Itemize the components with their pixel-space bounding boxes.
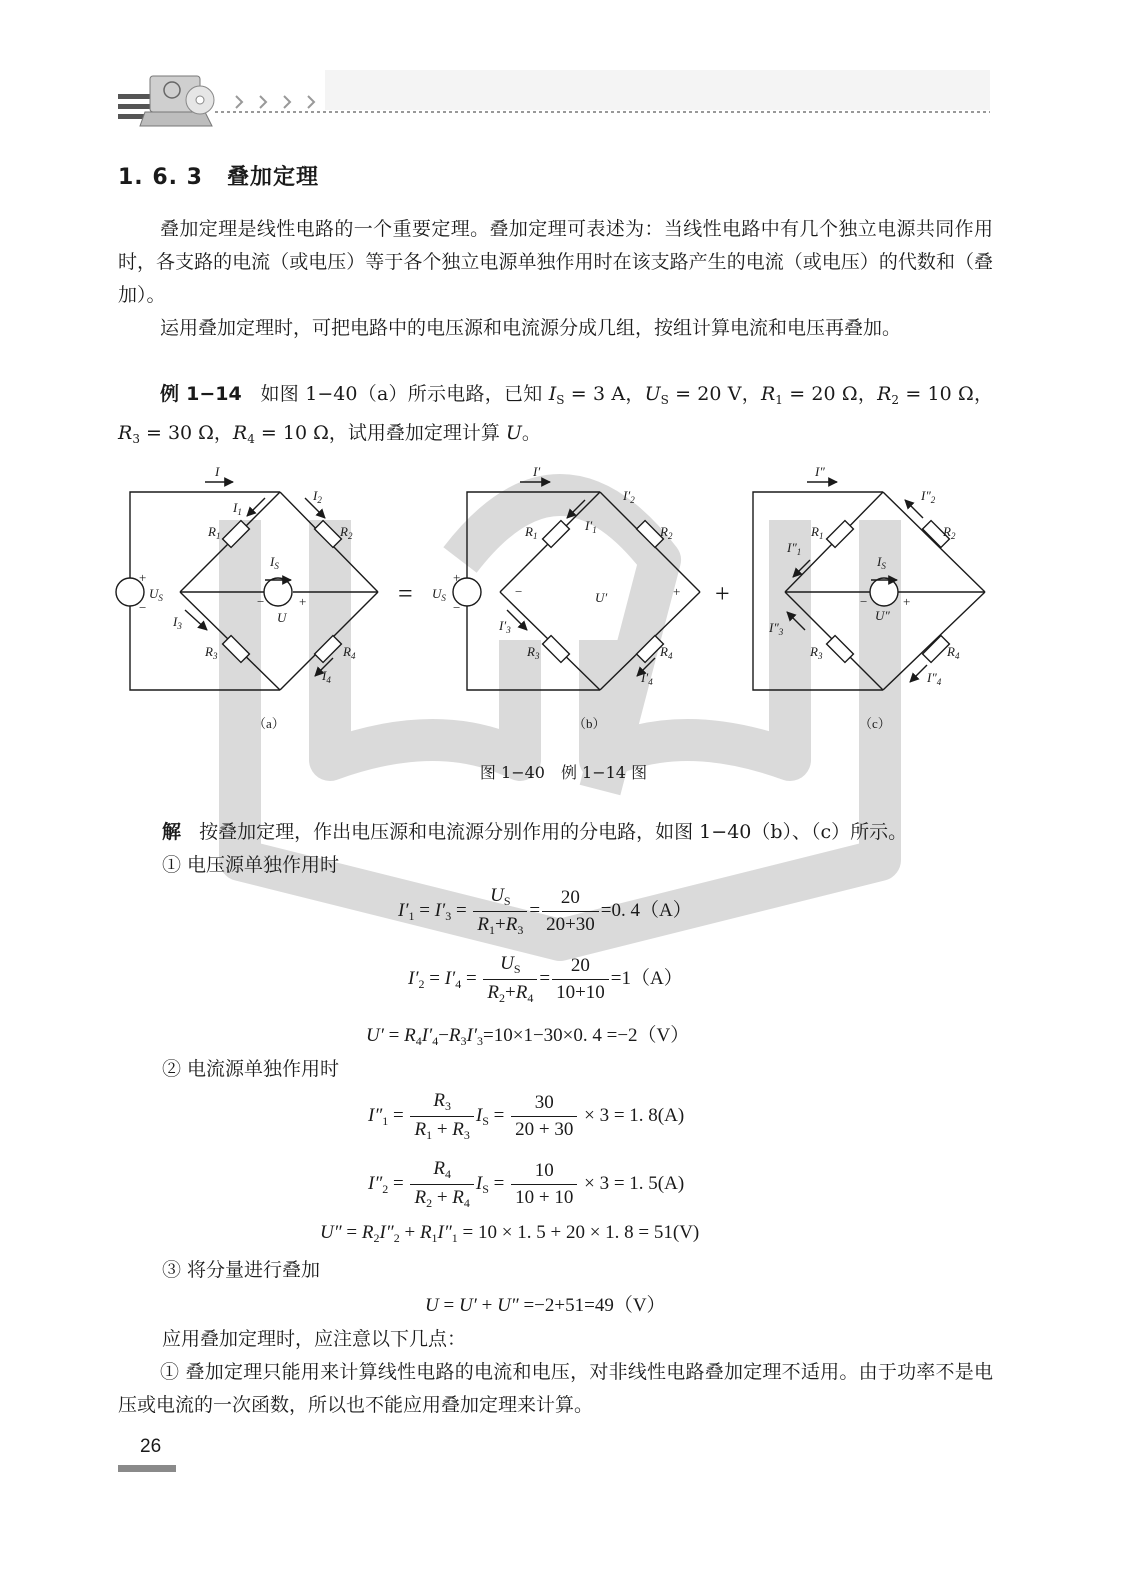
- equation-3: $U' = R_4I'_4-R_3I'_3=10\times 1-30\times 0$. 4 =−2（V）: [366, 1025, 690, 1048]
- header-banner: [0, 0, 1127, 150]
- svg-text:I2: $I_2$: [313, 488, 322, 505]
- note-1: ① 叠加定理只能用来计算线性电路的电流和电压，对非线性电路叠加定理不适用。由于功率不是电压或电流的一次函数，所以也不能应用叠加定理来计算。: [118, 1361, 993, 1416]
- example-end: 。: [521, 422, 541, 444]
- svg-text:+: +: [139, 570, 147, 585]
- svg-text:R2: $R_2$: [340, 524, 353, 541]
- svg-text:−: −: [257, 594, 265, 609]
- equation-4: $I''_1$ = $\frac{R_3}{R_1 + R_3}$ $I_S$ = $\frac{30}{20 + 30}$ × 3 = 1. 8(A): [368, 1090, 685, 1142]
- svg-text:US: $U_S$: [432, 586, 446, 603]
- svg-text:U: U: [277, 610, 287, 625]
- svg-text:I4: $I_4$: [322, 668, 331, 685]
- svg-text:I′3: $I'_3$: [499, 618, 511, 635]
- notes-intro: 应用叠加定理时，应注意以下几点：: [162, 1328, 467, 1350]
- svg-text:IS: $I_S$: [270, 554, 279, 571]
- svg-text:U′: U′: [595, 590, 608, 605]
- svg-text:−: −: [139, 600, 147, 615]
- equation-3-result: =10×1−30×0. 4 =−2（V）: [483, 1025, 690, 1046]
- laptop-cd-icon: [140, 76, 214, 126]
- svg-text:+: +: [903, 594, 911, 609]
- svg-text:I′: I′: [533, 464, 541, 479]
- svg-text:+: +: [299, 594, 307, 609]
- chevron-arrows: [236, 96, 314, 108]
- svg-text:R3: $R_3$: [810, 644, 823, 661]
- svg-text:R4: $R_4$: [343, 644, 356, 661]
- figure-c-label: （c）: [859, 716, 891, 731]
- section-title: [118, 160, 319, 191]
- equation-2: $I'_2 = I'_4$ = $\frac{U_S}{R_2+R_4}$ = $\frac{20}{10+10}$ =1（A）: [408, 953, 683, 1005]
- equals-sign: =: [398, 579, 413, 608]
- page-number-bar: [118, 1465, 176, 1472]
- circuit-figure: [115, 460, 1015, 790]
- svg-text:I″4: $I''_4$: [927, 670, 942, 687]
- svg-text:R1: $R_1$: [525, 524, 538, 541]
- svg-text:R3: $R_3$: [205, 644, 218, 661]
- svg-text:I″: I″: [815, 464, 825, 479]
- example-text-b: 试用叠加定理计算: [347, 422, 500, 444]
- svg-text:I′4: $I'_4$: [641, 670, 653, 687]
- figure-b-label: （b）: [573, 716, 606, 731]
- svg-text:I″1: $I''_1$: [787, 540, 802, 557]
- svg-text:U″: U″: [875, 608, 890, 623]
- svg-text:IS: $I_S$: [877, 554, 886, 571]
- equation-6: $U'' = R_2I''_2 + R_1I''_1 = 10 \times 1$. 5 + 20 × 1. 8 = 51(V): [320, 1222, 700, 1245]
- solution-label: 解: [162, 821, 182, 843]
- equation-5-result: × 3 = 1. 5(A): [584, 1172, 685, 1194]
- equation-1-result: =0. 4（A）: [600, 899, 692, 921]
- plus-sign: +: [715, 579, 730, 608]
- svg-text:−: −: [515, 584, 523, 599]
- svg-text:R4: $R_4$: [660, 644, 673, 661]
- svg-text:R2: $R_2$: [660, 524, 673, 541]
- svg-text:R4: $R_4$: [947, 644, 960, 661]
- page-number: 26: [140, 1436, 162, 1457]
- equation-7-result: =−2+51=49（V）: [523, 1295, 666, 1316]
- svg-text:+: +: [673, 584, 681, 599]
- section-number: 1. 6. 3: [118, 165, 203, 190]
- equation-4-result: × 3 = 1. 8(A): [584, 1104, 685, 1126]
- svg-text:I′2: $I'_2$: [623, 488, 635, 505]
- paragraph-1: 叠加定理是线性电路的一个重要定理。叠加定理可表述为：当线性电路中有几个独立电源共同作用时，各支路的电流（或电压）等于各个独立电源单独作用时在该支路产生的电流（或电压）的代数和（叠加）。: [118, 218, 993, 306]
- svg-text:I″3: $I''_3$: [769, 620, 784, 637]
- solution-text: 按叠加定理，作出电压源和电流源分别作用的分电路，如图 1−40（b）、（c）所示。: [199, 821, 908, 843]
- equation-1: $I'_1 = I'_3$ = $\frac{U_S}{R_1+R_3}$ = $\frac{20}{20+30}$ =0. 4（A）: [398, 885, 692, 937]
- svg-text:I′1: $I'_1$: [585, 518, 597, 535]
- svg-text:−: −: [453, 600, 461, 615]
- example-label: 例 1−14: [160, 383, 242, 405]
- svg-text:I1: $I_1$: [233, 500, 242, 517]
- example-paragraph: 例 1−14 如图 1−40（a）所示电路，已知 $I_S = 3$ A，$U_S = 20$ V，$R_1 = 20$ Ω，$R_2 = 10$ Ω，$R_3 = 30$ Ω，$R_4 = 10$ Ω，试用叠加定理计算 U。: [118, 383, 993, 446]
- equation-2-result: =1（A）: [610, 967, 683, 989]
- example-text-a: 如图 1−40（a）所示电路，已知: [260, 383, 543, 405]
- step-2: ② 电流源单独作用时: [162, 1058, 340, 1080]
- svg-text:R1: $R_1$: [811, 524, 824, 541]
- svg-text:R3: $R_3$: [527, 644, 540, 661]
- step-3: ③ 将分量进行叠加: [162, 1259, 321, 1281]
- figure-caption: 图 1−40 例 1−14 图: [479, 763, 648, 782]
- equation-6-result: = 10 × 1. 5 + 20 × 1. 8 = 51(V): [462, 1222, 700, 1243]
- svg-text:+: +: [453, 570, 461, 585]
- paragraph-2: 运用叠加定理时，可把电路中的电压源和电流源分成几组，按组计算电流和电压再叠加。: [160, 317, 902, 339]
- svg-text:R2: $R_2$: [943, 524, 956, 541]
- equation-5: $I''_2$ = $\frac{R_4}{R_2 + R_4}$ $I_S$ = $\frac{10}{10 + 10}$ × 3 = 1. 5(A): [368, 1158, 685, 1210]
- svg-text:US: $U_S$: [149, 586, 163, 603]
- svg-text:−: −: [860, 594, 868, 609]
- equation-7: U = U′ + U″ =−2+51=49（V）: [425, 1295, 666, 1316]
- step-1: ① 电压源单独作用时: [162, 854, 340, 876]
- figure-a-label: （a）: [253, 716, 285, 731]
- svg-text:R1: $R_1$: [208, 524, 221, 541]
- svg-text:I″2: $I''_2$: [921, 488, 936, 505]
- svg-text:I: I: [215, 464, 220, 479]
- svg-text:I3: $I_3$: [173, 614, 182, 631]
- solution-line: [162, 817, 907, 844]
- section-title-text: 叠加定理: [226, 165, 319, 190]
